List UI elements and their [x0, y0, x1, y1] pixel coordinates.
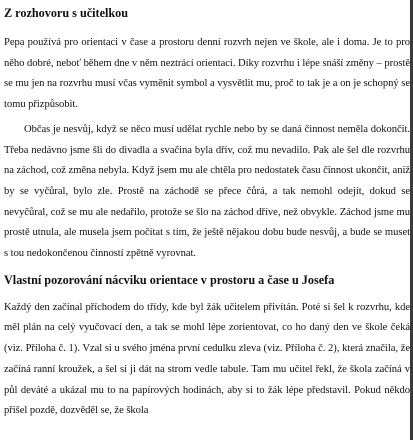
section-heading-observation: Vlastní pozorování nácviku orientace v prostoru a čase u Josefa	[4, 272, 335, 287]
paragraph-pepa-schedule: Pepa používá pro orientaci v čase a prostoru denní rozvrh nejen ve škole, ale i doma. Je to pro něho dobré, neboť během dne v něm neztrácí orientaci. Díky rozvrhu i lépe snáší změny – prostě se mu jen na rozvrhu musí včas vyměnit symbol a vysvětlit mu, proč to tak je a on je schopný se tomu přizpůsobit.	[4, 37, 410, 111]
section-heading-interview: Z rozhovoru s učitelkou	[4, 6, 129, 20]
paragraph-josef-daily: Každý den začínal příchodem do třídy, kde byl žák učitelem přivítán. Poté si šel k rozvrhu, kde měl plán na celý vyučovací den, a tak se mohl lépe zorientovat, co ho daný den ve škole čeká (viz. Příloha č. 1). Vzal si u svého jména první cedulku zleva (viz. Příloha č. 2), která značila, že začíná ranní kroužek, a šel si ji dát na strom vedle tabule. Tam mu učitel řekl, že škola začíná v půl deváté a ukázal mu to na papírových hodinách, aby si to žák lépe představil. Pokud někdo přišel pozdě, dozvěděl se, že škola	[4, 301, 410, 417]
paragraph-pepa-change: Občas je nesvůj, když se něco musí udělat rychle nebo by se daná činnost neměla dokončit. Třeba nedávno jsme šli do divadla a svačina byla dřív, což mu nevadilo. Pak ale šel dle rozvrhu na záchod, což změna nebyla. Když jsem mu ale chtěla pro nedostatek času činnost ukončit, aniž by se vyčůral, bylo zle. Prostě na záchodě se přece čůrá, a tak nemohl odejít, dokud se nevyčůral, což se mu ale nedařilo, protože se šlo na záchod dříve, než obvykle. Záchod jsme mu prostě utnula, ale musela jsem počítat s tím, že ještě nějakou dobu bude nesvůj, a bude se muset s tou nedokončenou činností zpětně vyrovnat.	[4, 123, 410, 260]
